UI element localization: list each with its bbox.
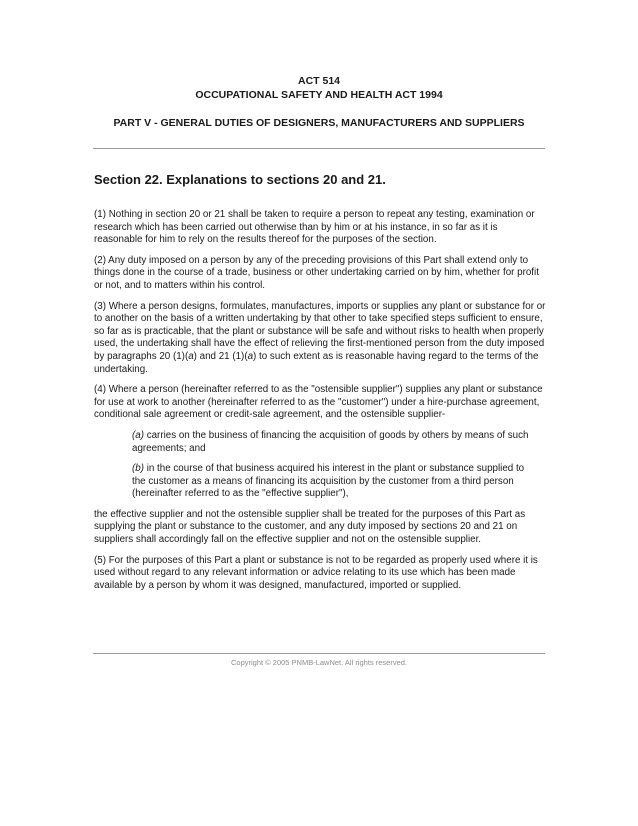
paragraph-4a-label: (a) xyxy=(132,429,144,441)
paragraph-3-text-start: (3) Where a person designs, formulates, manufactures, imports or supplies any plant or substance for or to another on the basis of a written undertaking by that other to take specified steps sufficient to ensure, so far as is practicable, that the plant or substance will be safe and without risks to health when properly used, the undertaking shall have the effect of relieving the first-mentioned person from the duty imposed by paragraphs 20 (1)( xyxy=(94,300,546,362)
paragraph-4: (4) Where a person (hereinafter referred to as the "ostensible supplier") supplies any plant or substance for use at work to another (hereinafter referred to as the "customer") under a hire-purchase agreement, conditional sale agreement or credit-sale agreement, and the ostensible supplier- xyxy=(94,384,543,421)
paragraph-3-text-end: ) to such extent as is reasonable having regard to the terms of the undertaking. xyxy=(94,350,539,375)
act-number: ACT 514 xyxy=(297,75,340,87)
part-title: PART V - GENERAL DUTIES OF DESIGNERS, MANUFACTURERS AND SUPPLIERS xyxy=(113,117,525,129)
paragraph-2: (2) Any duty imposed on a person by any of the preceding provisions of this Part shall extend only to things done in the course of a trade, business or other undertaking carried on by him, whether for profit or not, and to matters within his control. xyxy=(94,254,539,291)
section-body xyxy=(94,209,546,600)
header-divider xyxy=(93,148,545,149)
footer-divider xyxy=(93,653,545,654)
paragraph-4a-text: carries on the business of financing the acquisition of goods by others by means of such agreements; and xyxy=(132,429,529,454)
act-title: OCCUPATIONAL SAFETY AND HEALTH ACT 1994 xyxy=(195,89,443,101)
paragraph-4b-label: (b) xyxy=(132,463,144,475)
act-header xyxy=(94,74,544,102)
paragraph-3-italic-a2: a xyxy=(247,350,254,362)
paragraph-3-italic-a1: a xyxy=(188,350,194,362)
paragraph-4b xyxy=(132,463,538,501)
paragraph-3 xyxy=(94,301,546,377)
paragraph-1: (1) Nothing in section 20 or 21 shall be taken to require a person to repeat any testing, examination or research which has been carried out otherwise than by him or at his instance, in so far as it is reasonable for him to rely on the results thereof for the purposes of the section. xyxy=(94,209,535,246)
paragraph-4b-text: in the course of that business acquired his interest in the plant or substance supplied to the customer as a means of financing its acquisition by the customer from a third person (hereinafter referred to as the "effective supplier"), xyxy=(132,463,525,500)
paragraph-3-text-mid: ) and 21 (1)( xyxy=(193,350,248,362)
paragraph-4-tail: the effective supplier and not the ostensible supplier shall be treated for the purposes of this Part as supplying the plant or substance to the customer, and any duty imposed by sections 20 and 21 on suppliers shall accordingly fall on the effective supplier and not on the ostensible supplier. xyxy=(94,508,526,546)
copyright-notice: Copyright © 2005 PNMB-LawNet. All rights reserved. xyxy=(230,658,407,667)
section-title: Section 22. Explanations to sections 20 and 21. xyxy=(94,172,386,187)
paragraph-5: (5) For the purposes of this Part a plant or substance is not to be regarded as properly used where it is used without regard to any relevant information or advice relating to its use which has been made available by a person by whom it was designed, manufactured, imported or supplied. xyxy=(94,554,538,591)
paragraph-4a xyxy=(132,430,538,455)
